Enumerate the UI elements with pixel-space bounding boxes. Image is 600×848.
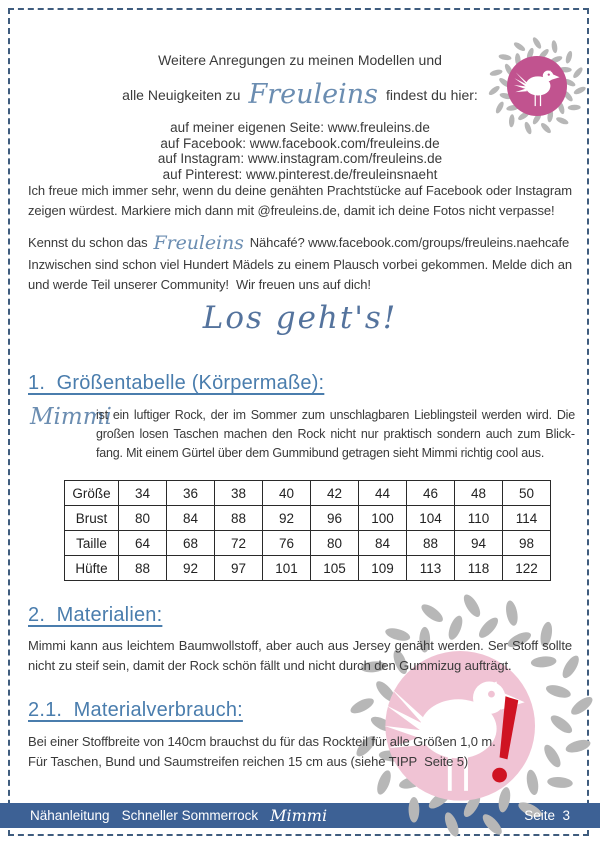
size-value-cell: 68 bbox=[167, 531, 215, 556]
size-label-cell: Brust bbox=[65, 506, 119, 531]
section2-heading: 2. Materialien: bbox=[28, 604, 163, 626]
social-links bbox=[30, 120, 570, 182]
size-value-cell: 46 bbox=[407, 481, 455, 506]
brand-script-freuleins: Freuleins bbox=[248, 79, 378, 110]
header-line1: Weitere Anregungen zu meinen Modellen und bbox=[158, 52, 442, 68]
footer-left bbox=[30, 806, 327, 825]
size-value-cell: 88 bbox=[215, 506, 263, 531]
footer-doc-type: Nähanleitung bbox=[30, 808, 110, 823]
section1-heading: 1. Größentabelle (Körpermaße): bbox=[28, 372, 325, 394]
size-value-cell: 110 bbox=[455, 506, 503, 531]
footer-page-number: Seite 3 bbox=[524, 808, 570, 823]
size-table-row bbox=[65, 481, 551, 506]
size-value-cell: 84 bbox=[359, 531, 407, 556]
link-facebook: auf Facebook: www.facebook.com/freuleins.de bbox=[160, 135, 440, 151]
size-value-cell: 38 bbox=[215, 481, 263, 506]
size-table-row bbox=[65, 531, 551, 556]
size-value-cell: 96 bbox=[311, 506, 359, 531]
header-line2-after: findest du hier: bbox=[385, 87, 478, 103]
size-value-cell: 64 bbox=[119, 531, 167, 556]
p2-before: Kennst du schon das bbox=[28, 235, 148, 250]
link-website: auf meiner eigenen Seite: www.freuleins.de bbox=[170, 120, 430, 135]
size-value-cell: 104 bbox=[407, 506, 455, 531]
size-value-cell: 113 bbox=[407, 556, 455, 581]
size-value-cell: 92 bbox=[167, 556, 215, 581]
link-pinterest: auf Pinterest: www.pinterest.de/freuleinsnaeht bbox=[162, 166, 438, 182]
link-instagram: auf Instagram: www.instagram.com/freuleins.de bbox=[157, 151, 443, 166]
size-value-cell: 94 bbox=[455, 531, 503, 556]
size-value-cell: 88 bbox=[119, 556, 167, 581]
size-value-cell: 48 bbox=[455, 481, 503, 506]
mimmi-script: Mimmi bbox=[30, 404, 112, 430]
section2-body: Mimmi kann aus leichtem Baumwollstoff, aber auch aus Jersey genäht werden. Ser Stoff sollte nicht zu steif sein, damit der Rock schön fällt und nicht durch den Gummizug aufträgt. bbox=[28, 638, 572, 673]
size-value-cell: 80 bbox=[311, 531, 359, 556]
size-value-cell: 98 bbox=[503, 531, 551, 556]
los-gehts-script: Los geht's! bbox=[202, 300, 398, 336]
size-table-body bbox=[65, 481, 551, 581]
header-line2-before: alle Neuigkeiten zu bbox=[122, 87, 241, 103]
p2-line1-after: Nähcafé? www.facebook.com/groups/freuleins.naehcafe bbox=[249, 235, 570, 250]
footer bbox=[0, 803, 600, 828]
size-value-cell: 88 bbox=[407, 531, 455, 556]
size-value-cell: 118 bbox=[455, 556, 503, 581]
size-value-cell: 92 bbox=[263, 506, 311, 531]
intro-paragraph-2 bbox=[28, 231, 572, 295]
section1-lead-text: ist ein luftiger Rock, der im Sommer zum unschlagbaren Lieblingsteil werden wird. Die großen losen Taschen machen den Rock nicht nur praktisch sondern auch zum Blickfang. Mit einem Gürtel über dem Gummibund getragen sieht Mimmi richtig cool aus. bbox=[96, 408, 575, 460]
size-table-row bbox=[65, 506, 551, 531]
size-value-cell: 109 bbox=[359, 556, 407, 581]
section21-line2: Für Taschen, Bund und Saumstreifen reichen 15 cm aus (siehe TIPP Seite 5) bbox=[28, 754, 469, 769]
size-label-cell: Größe bbox=[65, 481, 119, 506]
size-table bbox=[64, 480, 551, 581]
size-value-cell: 80 bbox=[119, 506, 167, 531]
header-line2 bbox=[30, 80, 570, 110]
size-value-cell: 72 bbox=[215, 531, 263, 556]
size-value-cell: 76 bbox=[263, 531, 311, 556]
intro-paragraph-1: Ich freue mich immer sehr, wenn du deine genähten Prachtstücke auf Facebook oder Instagram zeigen würdest. Markiere mich dann mit @freuleins.de, damit ich deine Fotos nicht verpasse! bbox=[28, 183, 572, 218]
footer-doc-title: Schneller Sommerrock bbox=[121, 808, 259, 823]
section21-line1: Bei einer Stoffbreite von 140cm brauchst du für das Rockteil für alle Größen 1,0 m. bbox=[28, 734, 496, 749]
size-value-cell: 40 bbox=[263, 481, 311, 506]
brand-script-freuleins: Freuleins bbox=[153, 232, 244, 254]
size-value-cell: 105 bbox=[311, 556, 359, 581]
size-value-cell: 50 bbox=[503, 481, 551, 506]
size-value-cell: 101 bbox=[263, 556, 311, 581]
size-value-cell: 100 bbox=[359, 506, 407, 531]
section21-body bbox=[28, 732, 572, 772]
size-value-cell: 84 bbox=[167, 506, 215, 531]
section1-lead bbox=[30, 406, 575, 463]
size-label-cell: Hüfte bbox=[65, 556, 119, 581]
size-value-cell: 122 bbox=[503, 556, 551, 581]
size-value-cell: 34 bbox=[119, 481, 167, 506]
size-value-cell: 44 bbox=[359, 481, 407, 506]
size-value-cell: 42 bbox=[311, 481, 359, 506]
footer-mimmi-script: Mimmi bbox=[270, 806, 328, 825]
size-value-cell: 36 bbox=[167, 481, 215, 506]
section21-heading: 2.1. Materialverbrauch: bbox=[28, 699, 243, 721]
size-table-row bbox=[65, 556, 551, 581]
naehcafe-line bbox=[28, 231, 572, 255]
size-value-cell: 97 bbox=[215, 556, 263, 581]
size-label-cell: Taille bbox=[65, 531, 119, 556]
p2-rest: Inzwischen sind schon viel Hundert Mädels zu einem Plausch vorbei gekommen. Melde dich an und werde Teil unserer Community! Wir freuen uns auf dich! bbox=[28, 257, 572, 292]
size-value-cell: 114 bbox=[503, 506, 551, 531]
